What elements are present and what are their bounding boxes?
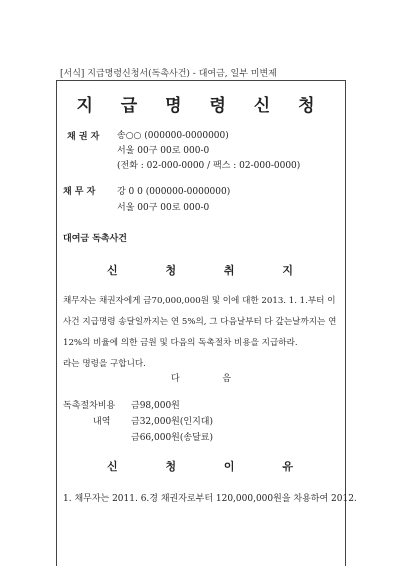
purpose-line: 12%의 비율에 의한 금원 및 다음의 독촉절차 비용을 지급하라. (63, 338, 298, 348)
debtor-address: 서울 00구 00로 000-0 (117, 203, 210, 213)
document-frame (56, 80, 357, 566)
creditor-contact: (전화 : 02-000-0000 / 팩스 : 02-000-0000) (117, 161, 301, 171)
purpose-closing: 라는 명령을 구합니다. (63, 359, 146, 369)
reason-first-line: 1. 채무자는 2011. 6.경 채권자로부터 120,000,000원을 차용하여 2012. (63, 494, 357, 504)
case-name: 대여금 독촉사건 (63, 234, 127, 244)
purpose-line: 사건 지급명령 송달일까지는 연 5%의, 그 다음날부터 다 갚는날까지는 연 (63, 317, 337, 327)
purpose-paragraph (63, 291, 339, 375)
costs-total-value: 금98,000원 (131, 401, 180, 411)
creditor-name: 송○○ (000000-0000000) (117, 131, 229, 141)
purpose-line: 채무자는 채권자에게 금70,000,000원 및 이에 대한 2013. 1. 1.부터 이 (63, 296, 336, 306)
debtor-label: 채 무 자 (63, 187, 96, 197)
creditor-address: 서울 00구 00로 000-0 (117, 146, 210, 156)
creditor-label: 채 권 자 (67, 132, 100, 142)
costs-item: 금32,000원(인지대) (131, 417, 213, 427)
form-caption: [서식] 지급명령신청서(독촉사건) - 대여금, 일부 미변제 (60, 69, 277, 79)
costs-heading: 다 음 (170, 374, 252, 384)
costs-total-label: 독촉절차비용 (63, 401, 116, 411)
purpose-heading: 신 청 취 지 (107, 264, 315, 277)
costs-item: 금66,000원(송달료) (131, 433, 213, 443)
costs-detail-label: 내역 (93, 417, 111, 427)
document-title: 지 급 명 령 신 청 (76, 96, 326, 116)
reason-heading: 신 청 이 유 (107, 460, 315, 473)
debtor-name: 강 0 0 (000000-0000000) (117, 187, 231, 197)
